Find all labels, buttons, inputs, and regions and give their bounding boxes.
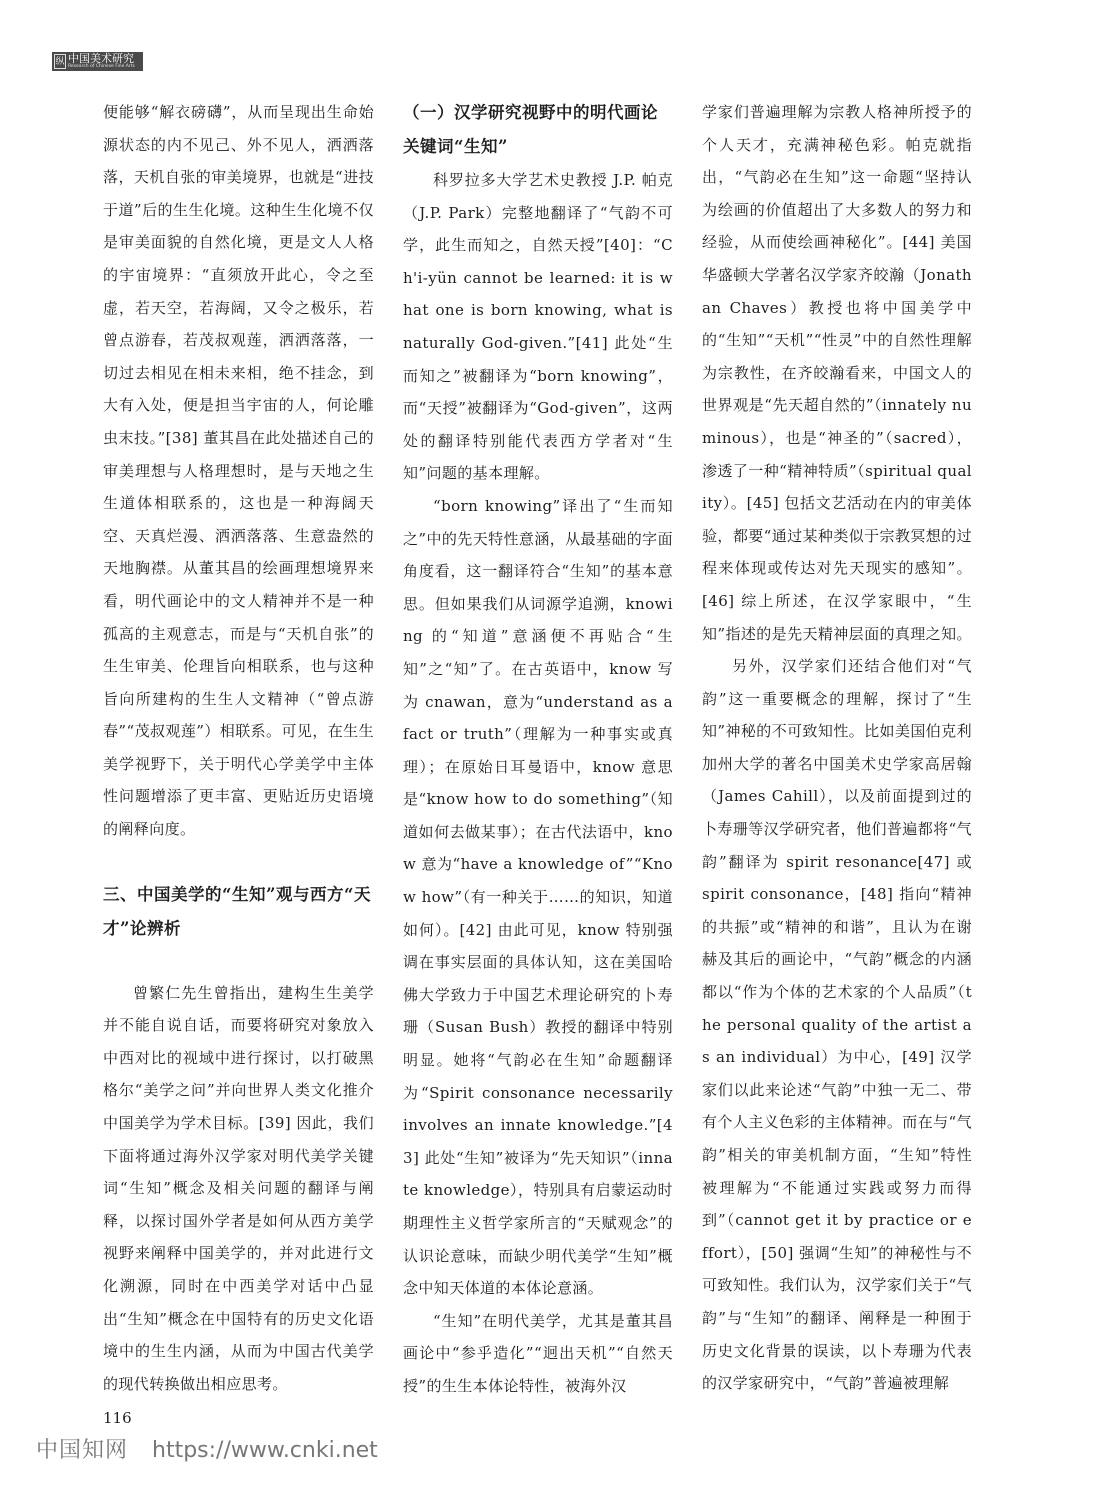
subsection-heading-1: （一）汉学研究视野中的明代画论关键词“生知”: [403, 103, 658, 156]
paragraph-col2-1: 科罗拉多大学艺术史教授 J.P. 帕克（J.P. Park）完整地翻译了“气韵不可学，此生而知之，自然天授”[40]：“Ch'i-yün cannot be learned: it is what one is born knowing, what is naturally God-given.”[41] 此处“生而知之”被翻译为“born knowing”，而“天授”被翻译为“God-given”，这两处的翻译特别能代表西方学者对“生知”问题的基本理解。: [403, 171, 673, 483]
text-column-left: [103, 96, 374, 1400]
paragraph-col1-2: 曾繁仁先生曾指出，建构生生美学并不能自说自话，而要将研究对象放入中西对比的视域中进行探讨，以打破黑格尔“美学之问”并向世界人类文化推介中国美学为学术目标。[39] 因此，我们下面将通过海外汉学家对明代美学关键词“生知”概念及相关问题的翻译与阐释，以探讨国外学者是如何从西方美学视野来阐释中国美学的，并对此进行文化溯源，同时在中西美学对话中凸显出“生知”概念在中国特有的历史文化语境中的生生内涵，从而为中国古代美学的现代转换做出相应思考。: [103, 983, 374, 1393]
cnki-watermark: 中国知网: [36, 1438, 129, 1463]
journal-name-english: Research of Chinese Fine Arts: [68, 64, 135, 69]
cnki-watermark-url: https://www.cnki.net: [152, 1438, 378, 1463]
journal-logo-icon: 纵: [54, 54, 66, 69]
paragraph-col3-2: 另外，汉学家们还结合他们对“气韵”这一重要概念的理解，探讨了“生知”神秘的不可致知性。比如美国伯克利加州大学的著名中国美术史学家高居翰（James Cahill），以及前面提到过的卜寿珊等汉学研究者，他们普遍都将“气韵”翻译为 spirit resonance[47] 或 spirit consonance，[48] 指向“精神的共振”或“精神的和谐”，且认为在谢赫及其后的画论中，“气韵”概念的内涵都以“作为个体的艺术家的个人品质”（the personal quality of the artist as an individual）为中心，[49] 汉学家们以此来论述“气韵”中独一无二、带有个人主义色彩的主体精神。而在与“气韵”相关的审美机制方面，“生知”特性被理解为“不能通过实践或努力而得到”（cannot get it by practice or effort），[50] 强调“生知”的神秘性与不可致知性。我们认为，汉学家们关于“气韵”与“生知”的翻译、阐释是一种囿于历史文化背景的误读，以卜寿珊为代表的汉学家研究中，“气韵”普遍被理解: [702, 657, 972, 1393]
paragraph-col2-3: “生知”在明代美学，尤其是董其昌画论中“参乎造化”“迥出天机”“自然天授”的生生本体论特性，被海外汉: [403, 1311, 673, 1395]
text-column-middle: [403, 96, 673, 1403]
paragraph-col1-1: 便能够“解衣磅礴”，从而呈现出生命始源状态的内不见己、外不见人，洒洒落落，天机自张的审美境界，也就是“进技于道”后的生生化境。这种生生化境不仅是审美面貌的自然化境，更是文人人格的宇宙境界：“直须放开此心，令之至虚，若天空，若海阔，又令之极乐，若曾点游春，若茂叔观莲，洒洒落落，一切过去相见在相未来相，绝不挂念，到大有入处，便是担当宇宙的人，何论雕虫末技。”[38] 董其昌在此处描述自己的审美理想与人格理想时，是与天地之生生道体相联系的，这也是一种海阔天空、天真烂漫、洒洒落落、生意盎然的天地胸襟。从董其昌的绘画理想境界来看，明代画论中的文人精神并不是一种孤高的主观意志，而是与“天机自张”的生生审美、伦理旨向相联系，也与这种旨向所建构的生生人文精神（“曾点游春”“茂叔观莲”）相联系。可见，在生生美学视野下，关于明代心学美学中主体性问题增添了更丰富、更贴近历史语境的阐释向度。: [103, 103, 374, 839]
page-number: 116: [103, 1409, 132, 1427]
paragraph-col2-2: “born knowing”译出了“生而知之”中的先天特性意涵，从最基础的字面角度看，这一翻译符合“生知”的基本意思。但如果我们从词源学追溯，knowing 的“知道”意涵便不再贴合“生知”之“知”了。在古英语中，know 写为 cnawan，意为“understand as a fact or truth”（理解为一种事实或真理）；在原始日耳曼语中，know 意思是“know how to do something”（知道如何去做某事）；在古代法语中，know 意为“have a knowledge of”“Know how”（有一种关于……的知识，知道如何）。[42] 由此可见，know 特别强调在事实层面的具体认知，这在美国哈佛大学致力于中国艺术理论研究的卜寿珊（Susan Bush）教授的翻译中特别明显。她将“气韵必在生知”命题翻译为“Spirit consonance necessarily involves an innate knowledge.”[43] 此处“生知”被译为“先天知识”（innate knowledge），特别具有启蒙运动时期理性主义哲学家所言的“天赋观念”的认识论意味，而缺少明代美学“生知”概念中知天体道的本体论意涵。: [403, 496, 673, 1298]
text-column-right: [702, 96, 972, 1400]
paragraph-col3-1: 学家们普遍理解为宗教人格神所授予的个人天才，充满神秘色彩。帕克就指出，“气韵必在生知”这一命题“坚持认为绘画的价值超出了大多数人的努力和经验，从而使绘画神秘化”。[44] 美国华盛顿大学著名汉学家齐皎瀚（Jonathan Chaves）教授也将中国美学中的“生知”“天机”“性灵”中的自然性理解为宗教性，在齐皎瀚看来，中国文人的世界观是“先天超自然的”（innately numinous），也是“神圣的”（sacred），渗透了一种“精神特质”（spiritual quality）。[45] 包括文艺活动在内的审美体验，都要“通过某种类似于宗教冥想的过程来体现或传达对先天现实的感知”。[46] 综上所述，在汉学家眼中，“生知”指述的是先天精神层面的真理之知。: [702, 103, 972, 643]
journal-header-tag: [52, 52, 143, 71]
section-heading-3: 三、中国美学的“生知”观与西方“天才”论辨析: [103, 884, 371, 938]
journal-name: 中国美术研究: [68, 52, 134, 65]
